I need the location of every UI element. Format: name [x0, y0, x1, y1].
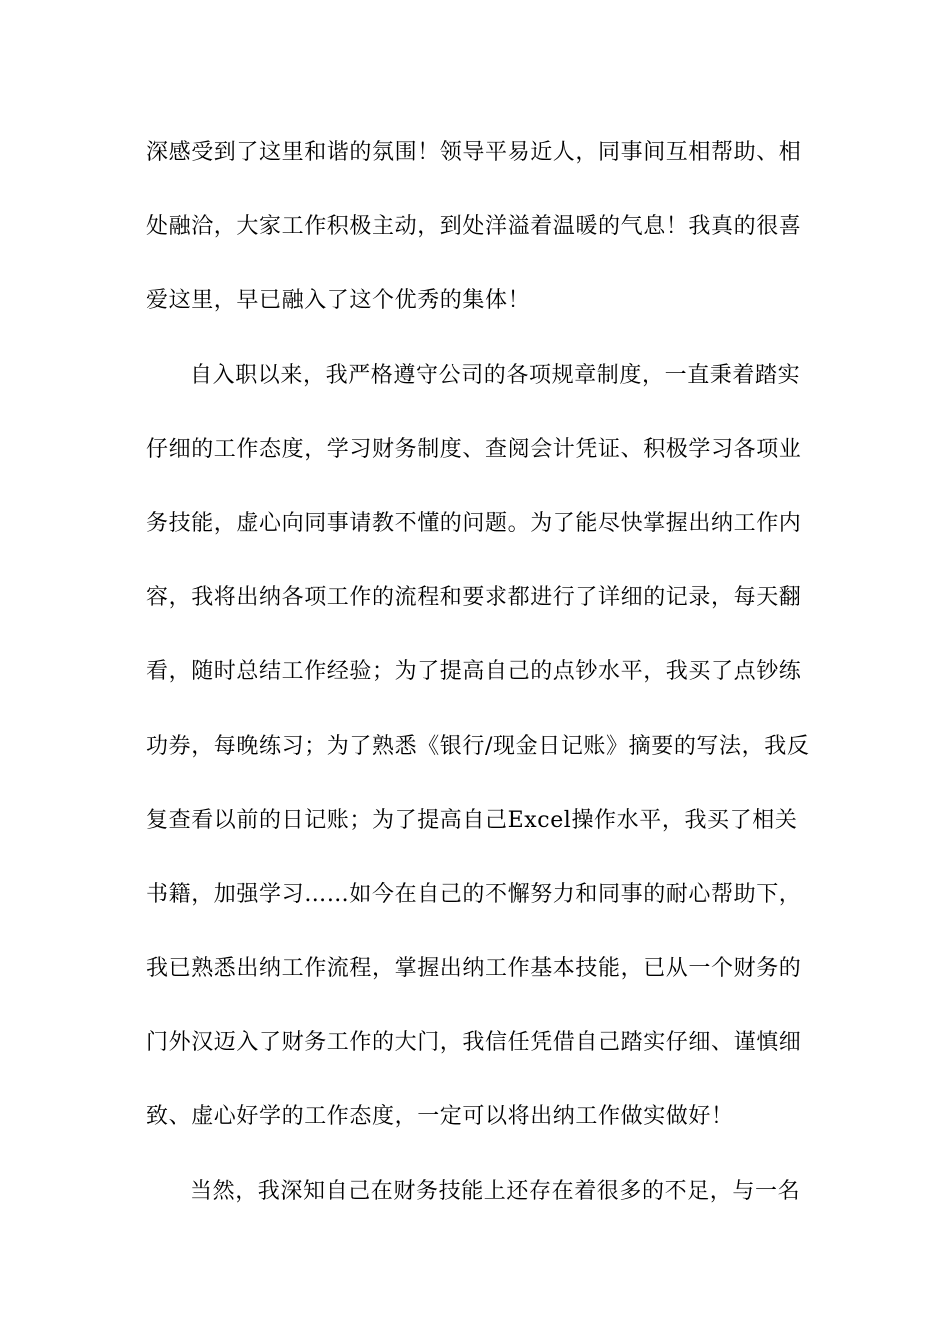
text-line: 我已熟悉出纳工作流程，掌握出纳工作基本技能，已从一个财务的	[146, 956, 802, 982]
paragraph-start-line: 自入职以来，我严格遵守公司的各项规章制度，一直秉着踏实	[190, 362, 801, 388]
text-line: 书籍，加强学习……如今在自己的不懈努力和同事的耐心帮助下，	[146, 881, 802, 907]
text-line: 门外汉迈入了财务工作的大门，我信任凭借自己踏实仔细、谨慎细	[146, 1030, 802, 1056]
text-line: 容，我将出纳各项工作的流程和要求都进行了详细的记录，每天翻	[146, 585, 802, 611]
text-line: 致、虚心好学的工作态度，一定可以将出纳工作做实做好！	[146, 1104, 734, 1130]
text-line: 仔细的工作态度，学习财务制度、查阅会计凭证、积极学习各项业	[146, 436, 802, 462]
text-line: 功券，每晚练习；为了熟悉《银行/现金日记账》摘要的写法，我反	[146, 733, 810, 759]
text-line: 处融洽，大家工作积极主动，到处洋溢着温暖的气息！我真的很喜	[146, 214, 802, 240]
text-line: 深感受到了这里和谐的氛围！领导平易近人，同事间互相帮助、相	[146, 140, 802, 165]
body-text	[146, 131, 810, 1244]
text-line: 爱这里，早已融入了这个优秀的集体！	[146, 288, 531, 314]
text-line: 复查看以前的日记账；为了提高自己Excel操作水平，我买了相关	[146, 807, 798, 833]
text-line: 看，随时总结工作经验；为了提高自己的点钞水平，我买了点钞练	[146, 659, 802, 685]
text-line: 务技能，虚心向同事请教不懂的问题。为了能尽快掌握出纳工作内	[146, 510, 802, 536]
paragraph-start-line: 当然，我深知自己在财务技能上还存在着很多的不足，与一名	[190, 1178, 801, 1204]
